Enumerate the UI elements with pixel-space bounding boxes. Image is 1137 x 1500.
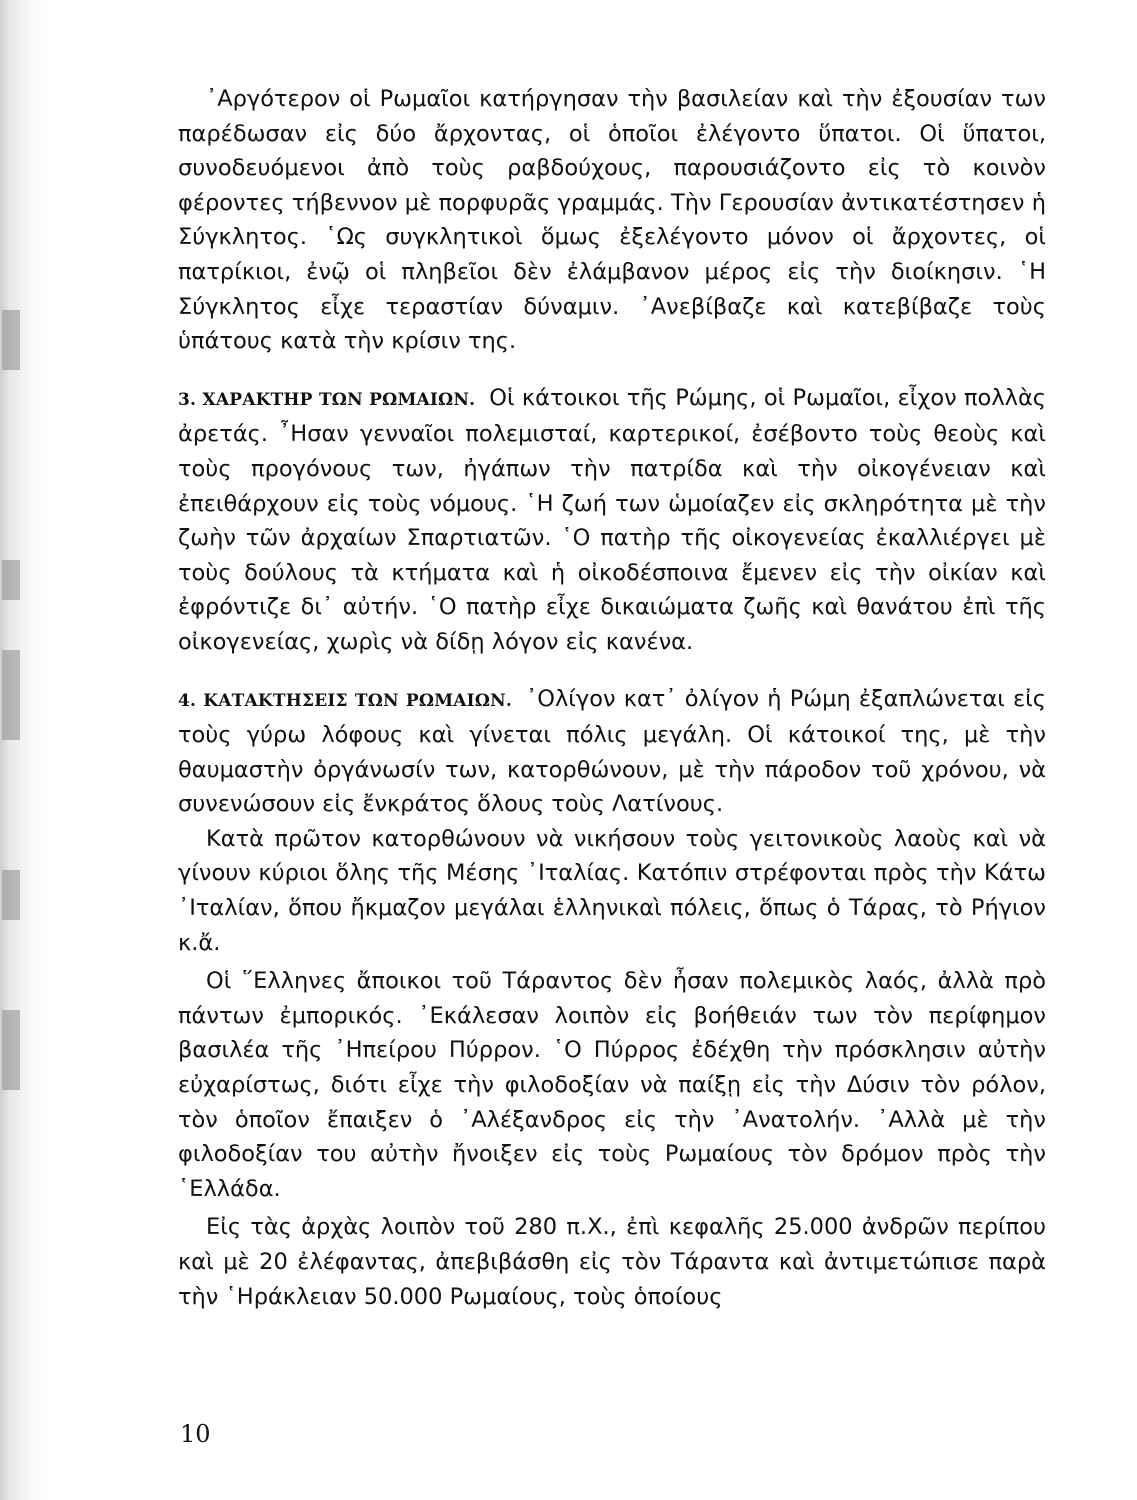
scan-artifact — [2, 1010, 20, 1090]
section-4-heading: 4. ΚΑΤΑΚΤΗΣΕΙΣ ΤΩΝ ΡΩΜΑΙΩΝ. — [178, 690, 512, 711]
scan-artifact — [2, 560, 20, 600]
paragraph-pyrrhus: Οἱ ῞Ελληνες ἄποικοι τοῦ Τάραντος δὲν ἦσαν πολεμικὸς λαός, ἀλλὰ πρὸ πάντων ἐμπορικός. ᾿Εκάλεσαν λοιπὸν εἰς βοήθειάν των τὸν περίφημον βασιλέα τῆς ᾿Ηπείρου Πύρρον. ῾Ο Πύρρος ἐδέχθη τὴν πρόσκλησιν αὐτὴν εὐχαρίστως, διότι εἶχε τὴν φιλοδοξίαν νὰ παίξῃ εἰς τὴν Δύσιν τὸν ρόλον, τὸν ὁποῖον ἔπαιξεν ὁ ᾿Αλέξανδρος εἰς τὴν ᾿Ανατολήν. ᾿Αλλὰ μὲ τὴν φιλοδοξίαν του αὐτὴν ἤνοιξεν εἰς τοὺς Ρωμαίους τὸν δρόμον πρὸς τὴν ῾Ελλάδα. — [178, 968, 1046, 1202]
scan-artifact — [2, 310, 20, 370]
scan-shadow-edge — [0, 0, 52, 1500]
section-3-text: Οἱ κάτοικοι τῆς Ρώμης, οἱ Ρωμαῖοι, εἶχον πολλὰς ἀρετάς. ῏Ησαν γενναῖοι πολεμισταί, καρτερικοί, ἐσέβοντο τοὺς θεοὺς καὶ τοὺς προγόνους των, ἠγάπων τὴν πατρίδα καὶ τὴν οἰκογένειαν καὶ ἐπειθάρχουν εἰς τοὺς νόμους. ῾Η ζωή των ὡμοίαζεν εἰς σκληρότητα μὲ τὴν ζωὴν τῶν ἀρχαίων Σπαρτιατῶν. ῾Ο πατὴρ τῆς οἰκογενείας ἐκαλλιέργει μὲ τοὺς δούλους τὰ κτήματα καὶ ἡ οἰκοδέσποινα ἔμενεν εἰς τὴν οἰκίαν καὶ ἐφρόντιζε δι᾿ αὐτήν. ῾Ο πατὴρ εἶχε δικαιώματα ζωῆς καὶ θανάτου ἐπὶ τῆς οἰκογενείας, χωρὶς νὰ δίδῃ λόγον εἰς κανένα. — [178, 384, 1046, 655]
section-3 — [178, 381, 1046, 660]
paragraph-italy: Κατὰ πρῶτον κατορθώνουν νὰ νικήσουν τοὺς γειτονικοὺς λαοὺς καὶ νὰ γίνουν κύριοι ὅλης τῆς Μέσης ᾿Ιταλίας. Κατόπιν στρέφονται πρὸς τὴν Κάτω ᾿Ιταλίαν, ὅπου ἤκμαζον μεγάλαι ἑλληνικαὶ πόλεις, ὅπως ὁ Τάρας, τὸ Ρήγιον κ.ἄ. — [178, 825, 1046, 956]
page-number: 10 — [180, 1420, 211, 1448]
scan-artifact — [2, 650, 20, 740]
section-4-text: ᾿Ολίγον κατ᾿ ὀλίγον ἡ Ρώμη ἐξαπλώνεται εἰς τοὺς γύρω λόφους καὶ γίνεται πόλις μεγάλη. Οἱ κάτοικοί της, μὲ τὴν θαυμαστὴν ὀργάνωσίν των, κατορθώνουν, μὲ τὴν πάροδον τοῦ χρόνου, νὰ συνενώσουν εἰς ἔνκράτος ὅλους τοὺς Λατίνους. — [178, 685, 1046, 818]
page-body — [178, 82, 1046, 1314]
section-3-heading: 3. ΧΑΡΑΚΤΗΡ ΤΩΝ ΡΩΜΑΙΩΝ. — [178, 389, 476, 410]
paragraph-heraclea: Εἰς τὰς ἀρχὰς λοιπὸν τοῦ 280 π.Χ., ἐπὶ κεφαλῆς 25.000 ἀνδρῶν περίπου καὶ μὲ 20 ἐλέφαντας, ἀπεβιβάσθη εἰς τὸν Τάραντα καὶ ἀντιμετώπισε παρὰ τὴν ῾Ηράκλειαν 50.000 Ρωμαίους, τοὺς ὁποίους — [178, 1214, 1046, 1310]
paragraph-consuls: ᾿Αργότερον οἱ Ρωμαῖοι κατήργησαν τὴν βασιλείαν καὶ τὴν ἐξουσίαν των παρέδωσαν εἰς δύο ἄρχοντας, οἱ ὁποῖοι ἐλέγοντο ὕπατοι. Οἱ ὕπατοι, συνοδευόμενοι ἀπὸ τοὺς ραβδούχους, παρουσιάζοντο εἰς τὸ κοινὸν φέροντες τήβεννον μὲ πορφυρᾶς γραμμάς. Τὴν Γερουσίαν ἀντικατέστησεν ἡ Σύγκλητος. ῾Ως συγκλητικοὶ ὅμως ἐξελέγοντο μόνον οἱ ἄρχοντες, οἱ πατρίκιοι, ἐνῷ οἱ πληβεῖοι δὲν ἐλάμβανον μέρος εἰς τὴν διοίκησιν. ῾Η Σύγκλητος εἶχε τεραστίαν δύναμιν. ᾿Ανεβίβαζε καὶ κατεβίβαζε τοὺς ὑπάτους κατὰ τὴν κρίσιν της. — [178, 86, 1046, 355]
scan-artifact — [2, 870, 20, 920]
section-4 — [178, 682, 1046, 822]
